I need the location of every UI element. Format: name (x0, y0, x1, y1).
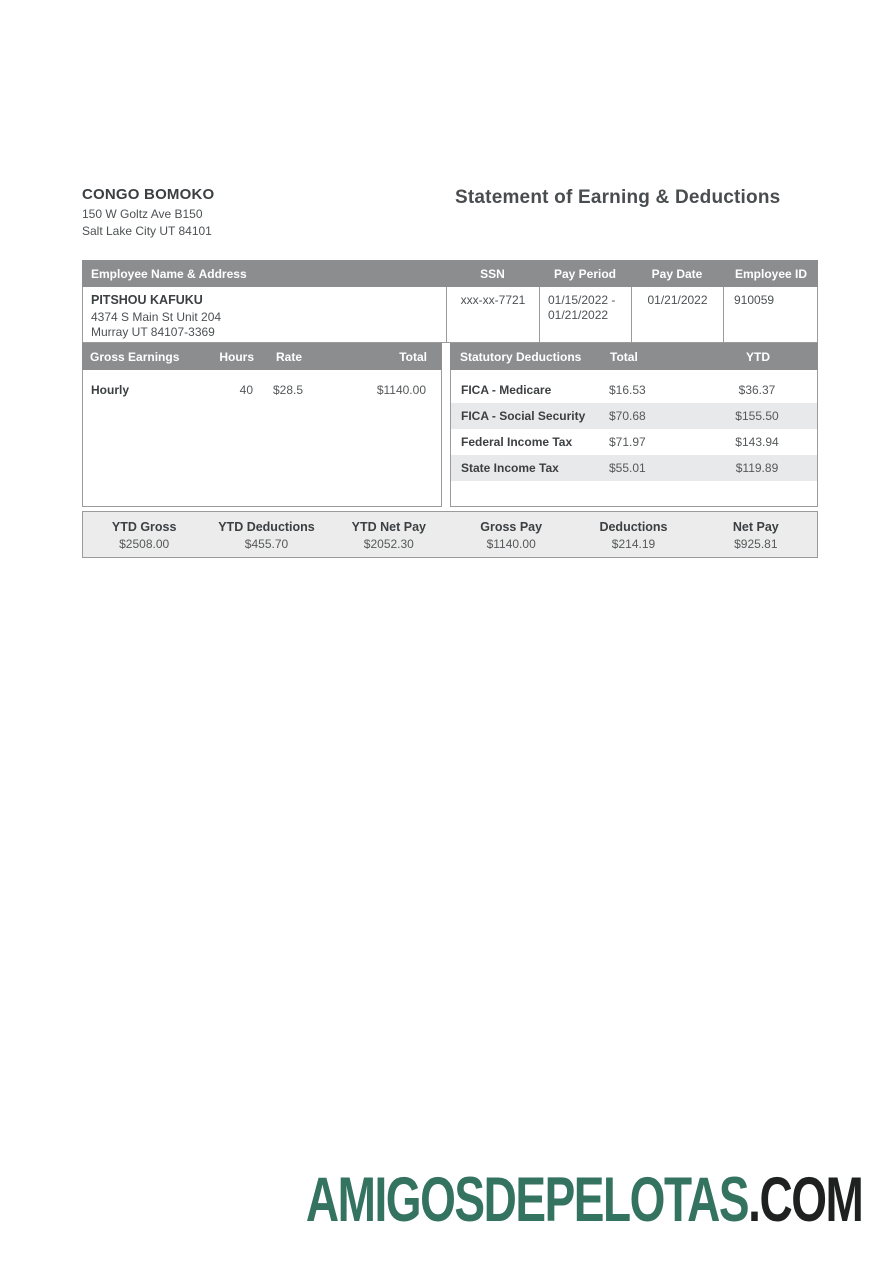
summary-value: $1140.00 (486, 537, 536, 551)
deduction-ytd: $143.94 (735, 435, 779, 449)
employee-address-line2: Murray UT 84107-3369 (91, 324, 215, 339)
summary-label: YTD Net Pay (351, 520, 426, 534)
summary-value: $2052.30 (363, 537, 414, 551)
header-pay-date: Pay Date (651, 266, 703, 281)
summary-net-pay (695, 518, 817, 551)
summary-ytd-gross (83, 518, 205, 551)
header-employee-id: Employee ID (734, 266, 808, 281)
employee-address-line1: 4374 S Main St Unit 204 (91, 310, 222, 324)
deduction-label: State Income Tax (461, 461, 559, 475)
deduction-row-federal-income-tax (451, 429, 817, 455)
deduction-row-medicare (451, 377, 817, 403)
earnings-row-label: Hourly (91, 383, 130, 397)
summary-value: $925.81 (734, 537, 778, 551)
summary-row (82, 511, 818, 558)
paystub-table (82, 260, 818, 558)
earnings-row-total: $1140.00 (376, 383, 426, 397)
company-name: CONGO BOMOKO (82, 186, 215, 203)
deduction-label: Federal Income Tax (461, 435, 573, 449)
employee-pay-period (539, 287, 631, 342)
earnings-panel (82, 370, 442, 507)
employee-info-row (82, 287, 818, 343)
summary-ytd-net-pay (328, 518, 450, 551)
earnings-deductions-panels (82, 370, 818, 507)
header-employee-name-address: Employee Name & Address (91, 266, 247, 281)
header-rate: Rate (275, 349, 302, 364)
header-hours: Hours (219, 349, 254, 364)
summary-label: YTD Deductions (218, 520, 315, 534)
earnings-deductions-header-row (82, 343, 818, 370)
earnings-header (82, 343, 442, 370)
summary-gross-pay (450, 518, 572, 551)
deduction-total: $70.68 (609, 409, 646, 423)
deduction-ytd: $155.50 (735, 409, 779, 423)
summary-ytd-deductions (205, 518, 327, 551)
deduction-row-state-income-tax (451, 455, 817, 481)
summary-label: Net Pay (732, 520, 779, 534)
header-pay-period: Pay Period (553, 266, 617, 281)
header-gross-earnings: Gross Earnings (90, 349, 180, 364)
earnings-row (83, 377, 441, 403)
header-deductions-ytd: YTD (746, 349, 770, 364)
deductions-panel (450, 370, 818, 507)
deduction-total: $16.53 (609, 383, 646, 397)
summary-value: $455.70 (244, 537, 289, 551)
pay-period-line1: 01/15/2022 - (548, 293, 616, 307)
site-watermark (305, 1164, 862, 1236)
deduction-total: $71.97 (609, 435, 646, 449)
earnings-row-hours: 40 (239, 383, 253, 397)
employee-pay-date: 01/21/2022 (631, 287, 723, 342)
header-ssn: SSN (480, 266, 505, 281)
watermark-primary-text: AMIGOSDEPELOTAS (305, 1165, 748, 1235)
summary-label: YTD Gross (111, 520, 177, 534)
header-earnings-total: Total (399, 349, 427, 364)
deduction-total: $55.01 (609, 461, 646, 475)
deduction-label: FICA - Social Security (461, 409, 586, 423)
summary-value: $214.19 (611, 537, 656, 551)
earnings-row-rate: $28.5 (272, 383, 304, 397)
company-block (82, 186, 214, 238)
company-address-line1: 150 W Goltz Ave B150 (82, 206, 203, 221)
deduction-ytd: $119.89 (735, 461, 779, 475)
deduction-row-social-security (451, 403, 817, 429)
employee-header-row (82, 260, 818, 287)
summary-label: Gross Pay (480, 520, 543, 534)
pay-period-line2: 01/21/2022 (548, 308, 609, 322)
header-deductions-total: Total (610, 349, 638, 364)
employee-id: 910059 (723, 287, 819, 342)
deductions-header (450, 343, 818, 370)
employee-ssn: xxx-xx-7721 (446, 287, 539, 342)
summary-deductions (572, 518, 694, 551)
watermark-suffix-text: .COM (747, 1165, 862, 1235)
employee-name-address-cell (83, 287, 446, 342)
deduction-label: FICA - Medicare (461, 383, 552, 397)
summary-label: Deductions (599, 520, 668, 534)
document-title: Statement of Earning & Deductions (455, 187, 781, 208)
company-address-line2: Salt Lake City UT 84101 (82, 224, 212, 238)
summary-value: $2508.00 (119, 537, 170, 551)
deduction-ytd: $36.37 (738, 383, 776, 397)
header-statutory-deductions: Statutory Deductions (460, 349, 582, 364)
employee-name: PITSHOU KAFUKU (91, 293, 203, 307)
